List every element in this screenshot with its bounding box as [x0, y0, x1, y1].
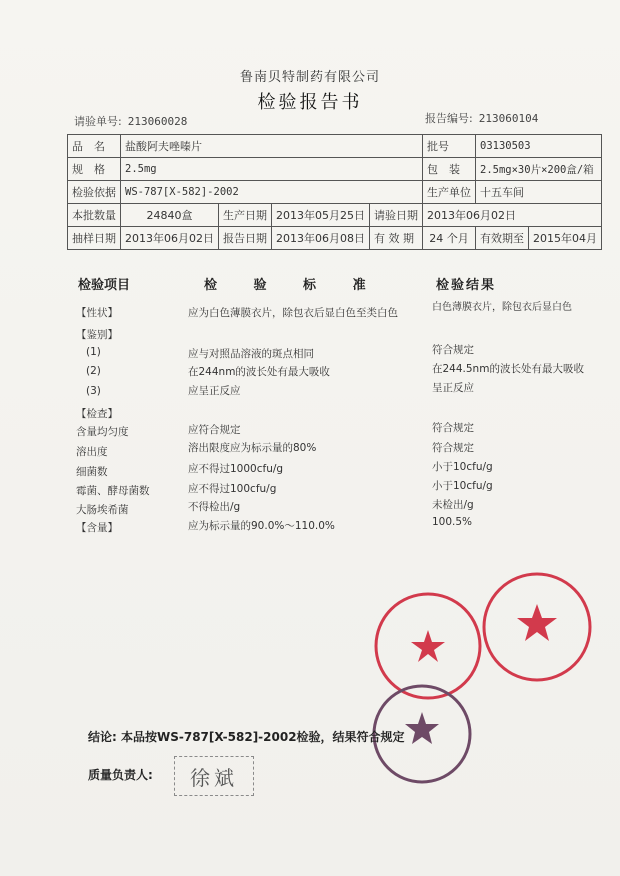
- package-value: 2.5mg×30片×200盒/箱: [476, 158, 602, 181]
- package-label: 包 装: [423, 158, 476, 181]
- test-result: 100.5%: [432, 516, 473, 528]
- column-header-result: 检验结果: [436, 278, 497, 293]
- info-table: [67, 134, 602, 250]
- document-title: 检验报告书: [257, 92, 363, 113]
- test-result: 小于10cfu/g: [432, 480, 493, 492]
- info-row-sample: [68, 227, 602, 250]
- test-result: 白色薄膜衣片，除包衣后显白色: [432, 302, 572, 313]
- test-item: 溶出度: [76, 446, 108, 458]
- report-date-label: 报告日期: [219, 227, 272, 250]
- report-number-value: 213060104: [478, 112, 539, 125]
- test-item: 【鉴别】: [76, 329, 118, 341]
- unit-value: 十五车间: [476, 181, 602, 204]
- quantity-label: 本批数量: [68, 204, 121, 227]
- spec-value: 2.5mg: [121, 158, 423, 181]
- req-date-label: 请验日期: [370, 204, 423, 227]
- column-header-standard: 检 验 标 准: [204, 278, 382, 293]
- report-number-label: 报告编号:: [425, 112, 473, 125]
- product-name: 盐酸阿夫唑嗪片: [121, 135, 423, 158]
- star-icon: [411, 630, 445, 662]
- test-result: 未检出/g: [432, 499, 474, 511]
- test-standard: 应为标示量的90.0%～110.0%: [188, 520, 335, 532]
- signature-text: 徐斌: [190, 765, 238, 790]
- test-standard: 应为白色薄膜衣片，除包衣后显白色至类白色: [188, 307, 398, 319]
- test-standard: 不得检出/g: [188, 501, 241, 513]
- validity-value: 24 个月: [423, 227, 476, 250]
- info-row-basis: [68, 181, 602, 204]
- conclusion-text: 本品按WS-787[X-582]-2002检验，结果符合规定: [121, 730, 405, 744]
- req-date-value: 2013年06月02日: [423, 204, 602, 227]
- basis-label: 检验依据: [68, 181, 121, 204]
- star-icon: [517, 604, 557, 641]
- sample-date-value: 2013年06月02日: [121, 227, 219, 250]
- expiry-value: 2015年04月: [529, 227, 602, 250]
- test-standard: 应呈正反应: [188, 385, 241, 397]
- report-number: [425, 110, 538, 126]
- test-item: (2): [86, 365, 101, 377]
- test-item: 细菌数: [76, 466, 108, 478]
- test-result: 符合规定: [432, 422, 474, 434]
- test-standard: 溶出限度应为标示量的80%: [188, 442, 317, 454]
- star-icon: [405, 712, 439, 744]
- prod-date-value: 2013年05月25日: [272, 204, 370, 227]
- validity-label: 有 效 期: [370, 227, 423, 250]
- test-standard: 应不得过1000cfu/g: [188, 463, 284, 475]
- test-result: 在244.5nm的波长处有最大吸收: [432, 363, 584, 375]
- batch-value: 03130503: [476, 135, 602, 158]
- quantity-value: 24840盒: [121, 204, 219, 227]
- request-number-value: 213060028: [127, 115, 188, 128]
- test-item: (3): [86, 385, 101, 397]
- batch-label: 批号: [423, 135, 476, 158]
- unit-label: 生产单位: [423, 181, 476, 204]
- test-item: 【含量】: [76, 522, 118, 534]
- conclusion: [88, 728, 405, 745]
- company-name: 鲁南贝特制药有限公司: [239, 70, 380, 85]
- seal-right-graphic: [480, 570, 594, 684]
- quality-seal-right: [480, 570, 594, 684]
- test-standard: 在244nm的波长处有最大吸收: [188, 366, 330, 378]
- prod-date-label: 生产日期: [219, 204, 272, 227]
- test-standard: 应符合规定: [188, 424, 241, 436]
- request-number-label: 请验单号:: [74, 115, 122, 128]
- test-item: 大肠埃希菌: [76, 504, 129, 516]
- info-row-name: [68, 135, 602, 158]
- signature-stamp: [174, 756, 254, 796]
- test-item: 含量均匀度: [76, 426, 129, 438]
- test-result: 小于10cfu/g: [432, 461, 493, 473]
- basis-value: WS-787[X-582]-2002: [121, 181, 423, 204]
- info-row-quantity: [68, 204, 602, 227]
- info-row-spec: [68, 158, 602, 181]
- test-result: 符合规定: [432, 344, 474, 356]
- column-header-item: 检验项目: [78, 278, 131, 293]
- conclusion-label: 结论:: [88, 730, 117, 744]
- responsible-label: 质量负责人:: [88, 768, 153, 782]
- request-number: [74, 113, 187, 129]
- expiry-label: 有效期至: [476, 227, 529, 250]
- test-result: 符合规定: [432, 442, 474, 454]
- test-item: 【性状】: [76, 307, 118, 319]
- test-item: 霉菌、酵母菌数: [76, 485, 150, 497]
- spec-label: 规 格: [68, 158, 121, 181]
- sample-date-label: 抽样日期: [68, 227, 121, 250]
- report-date-value: 2013年06月08日: [272, 227, 370, 250]
- test-standard: 应与对照品溶液的斑点相同: [188, 348, 314, 360]
- test-standard: 应不得过100cfu/g: [188, 483, 277, 495]
- test-result: 呈正反应: [432, 382, 474, 394]
- test-item: (1): [86, 346, 101, 358]
- product-name-label: 品 名: [68, 135, 121, 158]
- test-item: 【检查】: [76, 408, 118, 420]
